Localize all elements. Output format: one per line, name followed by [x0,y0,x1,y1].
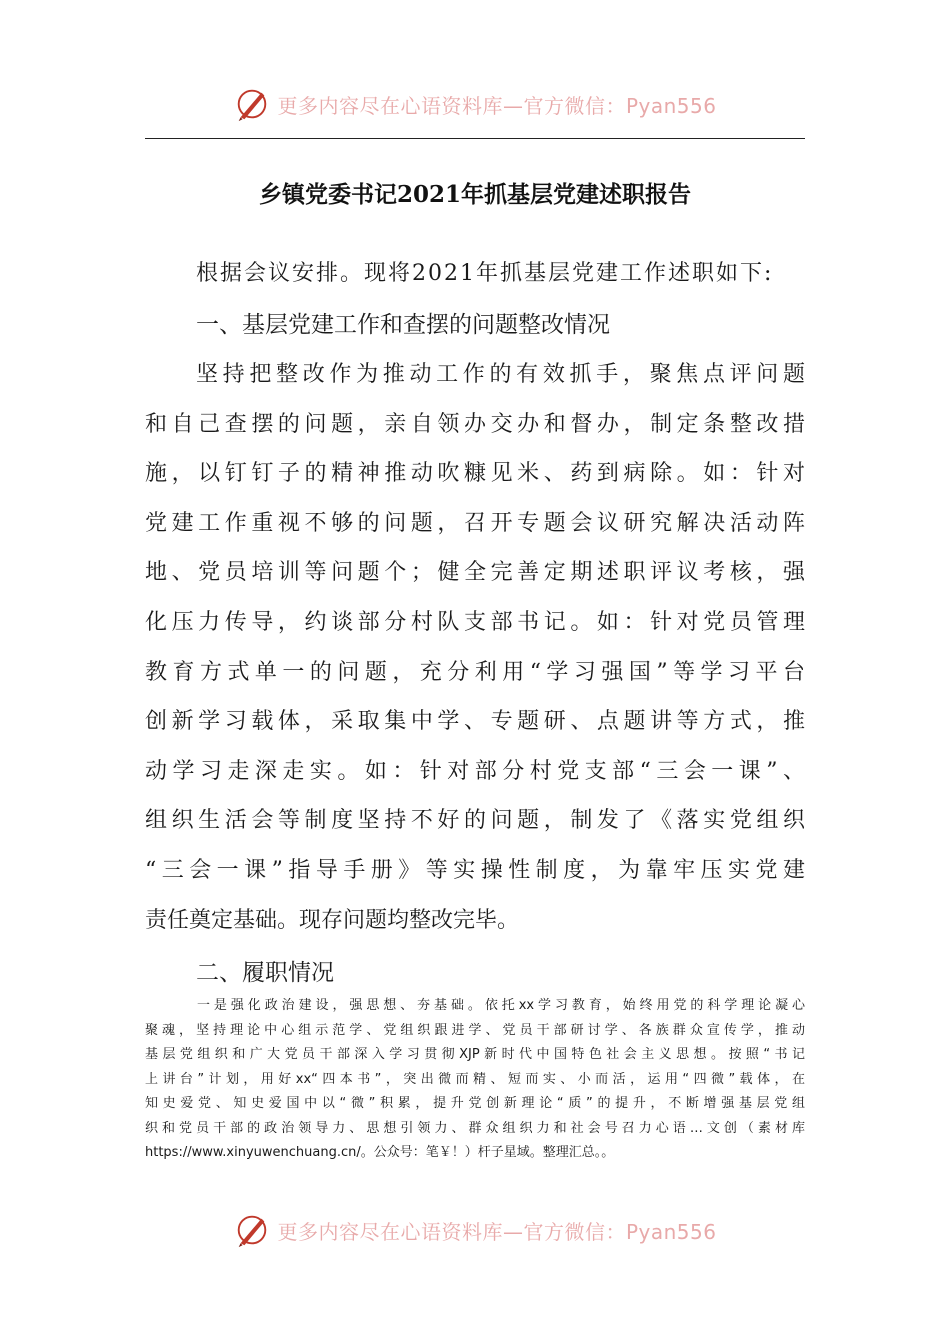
body-line: 党建工作重视不够的问题，召开专题会议研究解决活动阵 [145,510,805,536]
body-line: 教育方式单一的问题，充分利用“学习强国”等学习平台 [145,659,805,685]
intro-paragraph: 根据会议安排。现将2021年抓基层党建工作述职如下: [196,261,774,286]
watermark-text: 更多内容尽在心语资料库—官方微信：Pyan556 [277,1219,717,1244]
section-2-body [145,994,805,1166]
section-1-body [145,350,805,945]
body-line: 地、党员培训等问题个；健全完善定期述职评议考核，强 [145,560,805,586]
body-line: 基层党组织和广大党员干部深入学习贯彻XJP新时代中国特色社会主义思想。按照“书记 [145,1047,805,1062]
body-line: 组织生活会等制度坚持不好的问题，制发了《落实党组织 [145,808,805,834]
watermark-banner-top [0,84,950,124]
header-divider [145,138,805,139]
watermark-text: 更多内容尽在心语资料库—官方微信：Pyan556 [277,93,717,118]
quill-pen-logo-icon [233,85,271,123]
body-line: https://www.xinyuwenchuang.cn/。公众号：笔￥！）杆子星域。整理汇总。。 [145,1145,615,1160]
body-line: 施，以钉钉子的精神推动吹糠见米、药到病除。如：针对 [145,461,805,487]
body-line: 动学习走深走实。如：针对部分村党支部“三会一课”、 [145,758,805,784]
body-line: 和自己查摆的问题，亲自领办交办和督办，制定条整改措 [145,411,805,437]
body-line: 上讲台”计划，用好xx“四本书”，突出微而精、短而实、小而活，运用“四微”载体，在 [145,1071,805,1087]
body-line: 织和党员干部的政治领导力、思想引领力、群众组织力和社会号召力心语…文创（素材库 [145,1120,805,1136]
body-line: 责任奠定基础。现存问题均整改完毕。 [145,907,520,933]
section-1-heading: 一、基层党建工作和查摆的问题整改情况 [196,312,610,338]
body-line: “三会一课”指导手册》等实操性制度，为靠牢压实党建 [145,857,805,883]
quill-pen-logo-icon [233,1211,271,1249]
body-line: 坚持把整改作为推动工作的有效抓手，聚焦点评问题 [196,362,805,387]
watermark-banner-bottom [0,1210,950,1250]
body-line: 化压力传导，约谈部分村队支部书记。如：针对党员管理 [145,609,805,635]
body-line: 知史爱党、知史爱国中以“微”积累，提升党创新理论“质”的提升，不断增强基层党组 [145,1096,805,1111]
body-line: 一是强化政治建设，强思想、夯基础。依托xx学习教育，始终用党的科学理论凝心 [197,998,805,1013]
document-title: 乡镇党委书记2021年抓基层党建述职报告 [258,181,691,208]
section-2-heading: 二、履职情况 [196,960,334,986]
body-line: 创新学习载体，采取集中学、专题研、点题讲等方式，推 [145,709,805,735]
body-line: 聚魂，坚持理论中心组示范学、党组织跟进学、党员干部研讨学、各族群众宣传学，推动 [145,1022,805,1038]
